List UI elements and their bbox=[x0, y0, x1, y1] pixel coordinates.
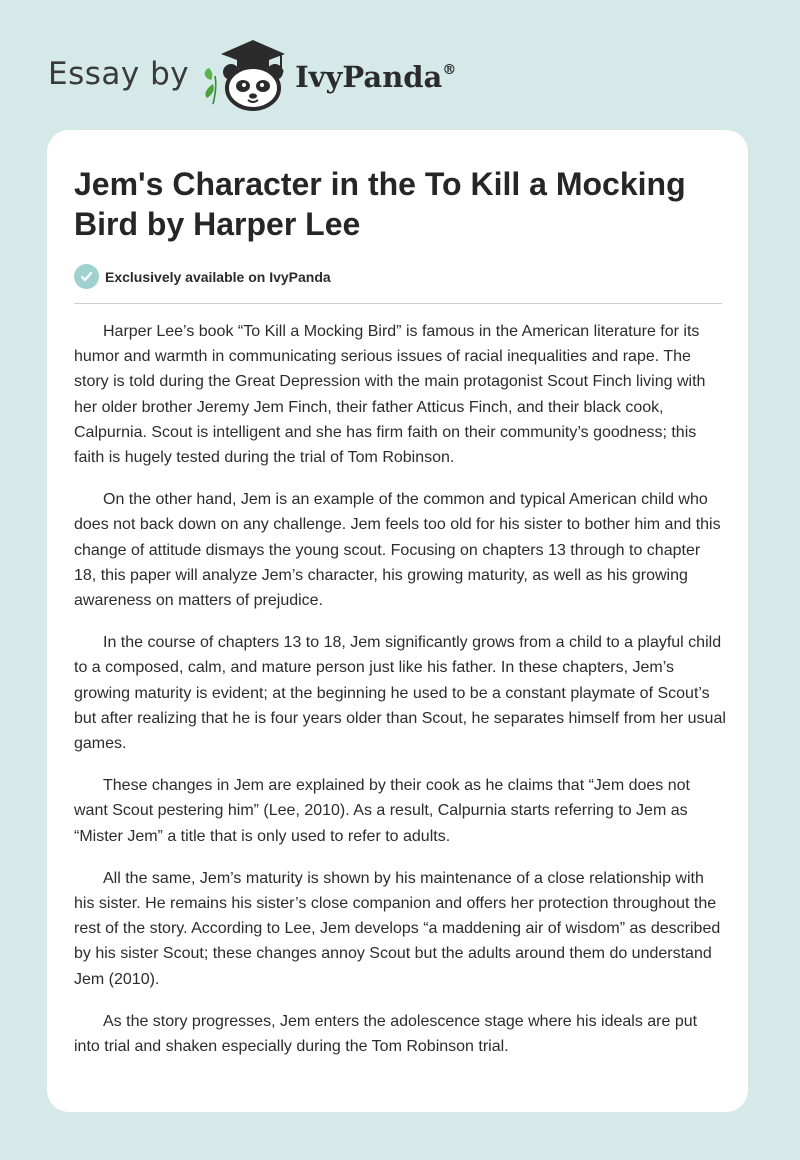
exclusive-badge bbox=[74, 264, 331, 289]
ivypanda-logo[interactable] bbox=[201, 36, 456, 112]
ivy-leaf-icon bbox=[205, 68, 216, 104]
brand-name bbox=[295, 60, 456, 94]
paragraph: On the other hand, Jem is an example of the common and typical American child who does not back down on any challenge. Jem feels too old for his sister to bother him and this change of attitude dismays the young scout. Focusing on chapters 13 through to chapter 18, this paper will analyze Jem’s character, his growing maturity, as well as his growing awareness on matters of prejudice. bbox=[74, 491, 721, 610]
paragraph: As the story progresses, Jem enters the adolescence stage where his ideals are put into trial and shaken especially during the Tom Robinson trial. bbox=[74, 1012, 698, 1056]
paragraph: These changes in Jem are explained by their cook as he claims that “Jem does not want Scout pestering him” (Lee, 2010). As a result, Calpurnia starts referring to Jem as “Mister Jem” a title that is only used to refer to adults. bbox=[74, 777, 690, 845]
panda-graduate-logo-icon bbox=[201, 36, 289, 112]
registered-mark: ® bbox=[442, 62, 457, 78]
paragraph: All the same, Jem’s maturity is shown by his maintenance of a close relationship with his sister. He remains his sister’s close companion and offers her protection throughout the rest of the story. According to Lee, Jem develops “a maddening air of wisdom” as described by his sister Scout; these changes annoy Scout but the adults around them do understand Jem (2010). bbox=[74, 869, 721, 988]
site-header bbox=[48, 34, 456, 114]
brand-text: IvyPanda bbox=[295, 60, 443, 94]
paragraph: Harper Lee’s book “To Kill a Mocking Bird” is famous in the American literature for its humor and warmth in communicating serious issues of racial inequalities and rape. The story is told during the Great Depression with the main protagonist Scout Finch living with her older brother Jeremy Jem Finch, their father Atticus Finch, and their black cook, Calpurnia. Scout is intelligent and she has firm faith on their community’s goodness; this faith is hugely tested during the trial of Tom Robinson. bbox=[74, 323, 706, 467]
essay-body bbox=[74, 319, 726, 1076]
essay-card bbox=[47, 130, 748, 1112]
checkmark-icon bbox=[80, 270, 93, 283]
divider bbox=[74, 303, 722, 304]
checkmark-circle-icon bbox=[74, 264, 99, 289]
essay-by-label: Essay by bbox=[48, 56, 190, 92]
essay-title: Jem's Character in the To Kill a Mocking Bird by Harper Lee bbox=[74, 166, 686, 242]
badge-text: Exclusively available on IvyPanda bbox=[105, 268, 331, 285]
paragraph: In the course of chapters 13 to 18, Jem significantly grows from a child to a playful child to a composed, calm, and mature person just like his father. In these chapters, Jem’s growing maturity is evident; at the beginning he used to be a constant playmate of Scout’s but after realizing that he is four years older than Scout, he separates himself from her usual games. bbox=[74, 634, 726, 753]
